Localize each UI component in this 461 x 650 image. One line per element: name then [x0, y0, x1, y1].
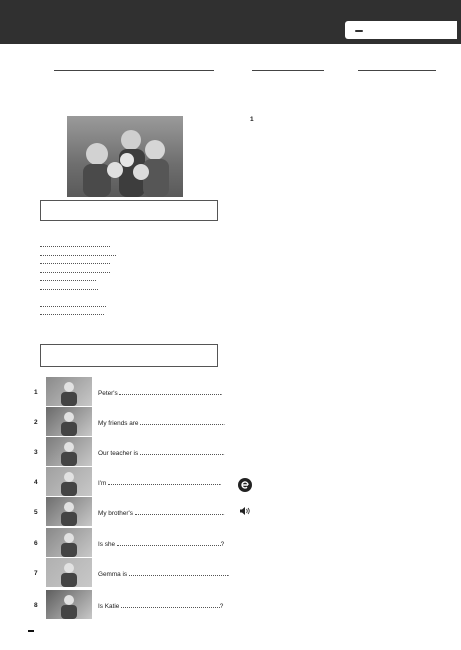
q2-item-number: 8 — [34, 602, 38, 609]
answer-blank[interactable] — [140, 419, 223, 425]
q2-item-number: 6 — [34, 540, 38, 547]
q1-words-row1 — [46, 204, 80, 212]
answer-blank[interactable] — [121, 602, 220, 608]
answer-blank[interactable] — [40, 267, 110, 273]
q2-photo — [46, 437, 92, 466]
q1-line — [40, 301, 106, 310]
q2-sentence: I'm . — [98, 480, 222, 487]
answer-blank[interactable] — [40, 258, 110, 264]
q2-words-row2 — [46, 357, 51, 365]
pronunciation-icon — [238, 478, 252, 492]
answer-blank[interactable] — [40, 301, 106, 307]
q2-photo — [46, 467, 92, 496]
family-photo — [67, 116, 183, 197]
q2-photo — [46, 407, 92, 436]
q2-item-number: 2 — [34, 419, 38, 426]
q3-item-number: 1 — [250, 116, 254, 123]
q2-photo — [46, 558, 92, 587]
answer-blank[interactable] — [40, 284, 98, 290]
answer-blank[interactable] — [40, 241, 110, 247]
q2-photo — [46, 497, 92, 526]
answer-blank[interactable] — [40, 275, 96, 281]
q2-photo — [46, 590, 92, 619]
answer-blank[interactable] — [117, 540, 221, 546]
q2-sentence: Is she ? — [98, 541, 225, 548]
test-label — [355, 30, 363, 32]
q1-line — [40, 258, 110, 267]
q2-photo — [46, 377, 92, 406]
answer-blank[interactable] — [108, 479, 220, 485]
q2-sentence: Our teacher is . — [98, 450, 225, 457]
q1-line — [40, 309, 104, 318]
family-illustration — [67, 116, 183, 197]
q2-photo — [46, 528, 92, 557]
q2-item-number: 4 — [34, 479, 38, 486]
answer-blank[interactable] — [40, 309, 104, 315]
q1-line — [40, 267, 110, 276]
q2-item-number: 5 — [34, 509, 38, 516]
class-line[interactable] — [252, 70, 324, 71]
q2-sentence: Peter's . — [98, 390, 223, 397]
name-line[interactable] — [54, 70, 214, 71]
q1-line — [40, 241, 110, 250]
footer — [0, 630, 461, 642]
q2-words-row1 — [46, 348, 89, 356]
answer-blank[interactable] — [40, 250, 116, 256]
q2-sentence: My brother's . — [98, 510, 225, 517]
q2-sentence: Is Katie ? — [98, 603, 224, 610]
q2-item-number: 7 — [34, 570, 38, 577]
q1-line — [40, 275, 96, 284]
q2-sentence: My friends are . — [98, 420, 226, 427]
photocopiable-badge — [28, 630, 34, 632]
q2-sentence: Gemma is . — [98, 571, 230, 578]
q1-line — [40, 284, 98, 293]
unit-badge — [345, 21, 457, 39]
audio-speaker-icon[interactable] — [240, 502, 250, 510]
answer-blank[interactable] — [140, 449, 223, 455]
q2-item-number: 1 — [34, 389, 38, 396]
q1-line — [40, 250, 116, 259]
date-line[interactable] — [358, 70, 436, 71]
name-bar — [0, 60, 461, 74]
header-banner — [0, 0, 461, 44]
q1-words-row2 — [46, 212, 58, 220]
q2-item-number: 3 — [34, 449, 38, 456]
answer-blank[interactable] — [119, 389, 220, 395]
answer-blank[interactable] — [135, 509, 223, 515]
answer-blank[interactable] — [129, 570, 228, 576]
